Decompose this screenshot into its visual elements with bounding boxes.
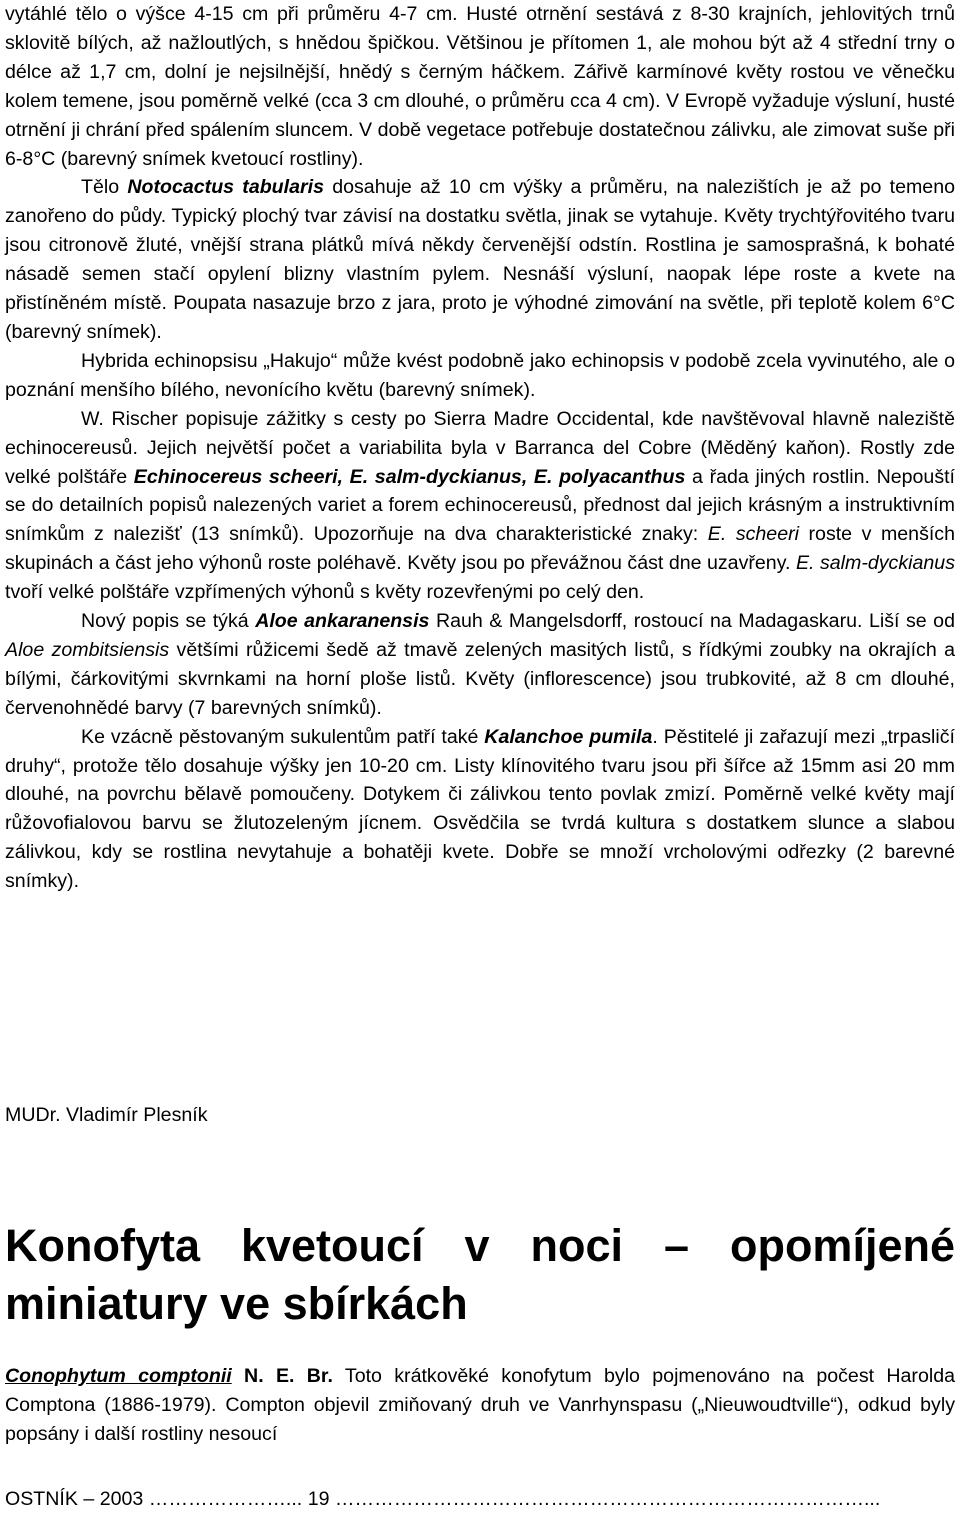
paragraph-rischer xyxy=(5,405,955,607)
paragraph-text: Tělo xyxy=(81,176,128,199)
paragraph-aloe xyxy=(5,607,955,723)
paragraph-text: roste v menších skupinách a část jeho výhonů roste poléhavě. Květy jsou po převážnou část dne uzavřeny. xyxy=(5,523,956,575)
paragraph-hakujo xyxy=(5,347,955,405)
paragraph-text: a řada jiných rostlin. Nepouští se do detailních popisů nalezených variet a forem echinocereusů, přednost dal jejich krásným a instruktivním snímkům z nalezišť (13 snímků). Upozorňuje na dva charakteristické znaky: xyxy=(5,465,955,546)
paragraph-text: Toto krátkověké konofytum bylo pojmenováno na počest Harolda Comptona (1886-1979). Compton objevil zmiňovaný druh ve Vanrhynspasu („Nieuwoudtville“), odkud byly popsány i další rostliny nesoucí xyxy=(5,1365,956,1445)
species-name: Aloe ankaranensis xyxy=(255,610,430,633)
species-name: Aloe zombitsiensis xyxy=(5,638,170,661)
species-name: Kalanchoe pumila xyxy=(484,725,653,748)
paragraph-text: dosahuje až 10 cm výšky a průměru, na nalezištích je až po temeno zanořeno do půdy. Typický plochý tvar závisí na dostatku světla, jinak se vytahuje. Květy trychtýřovitého tvaru jsou citronově žluté, vnější strana plátků mívá někdy červenější odstín. Rostlina je samosprašná, k bohaté násadě semen stačí opylení blizny vlastním pylem. Nesnáší výsluní, naopak lépe roste a kvete na přistíněném místě. Poupata nasazuje brzo z jara, proto je výhodné zimování na světle, při teplotě kolem 6°C (barevný snímek). xyxy=(5,176,955,343)
paragraph-echinocereus-description xyxy=(5,0,955,173)
paragraph-text: Ke vzácně pěstovaným sukulentům patří také xyxy=(81,725,485,748)
species-name: Notocactus tabularis xyxy=(127,176,324,199)
species-name: E. salm-dyckianus xyxy=(795,552,955,575)
paragraph-text: Hybrida echinopsisu „Hakujo“ může kvést podobně jako echinopsis v podobě zcela vyvinutého, ale o poznání menšího bílého, nevonícího květu (barevný snímek). xyxy=(5,349,955,401)
species-name: E. scheeri xyxy=(707,523,799,546)
page-footer xyxy=(5,1485,955,1513)
paragraph-text: W. Rischer popisuje zážitky s cesty po Sierra Madre Occidental, kde navštěvoval hlavně naleziště echinocereusů. Jejich největší počet a variabilita byla v Barranca del Cobre (Měděný kaňon). Rostly zde velké polštáře xyxy=(5,407,955,488)
paragraph-text: . Pěstitelé ji zařazují mezi „trpasličí druhy“, protože tělo dosahuje výšky jen 10-20 cm. Listy klínovitého tvaru jsou při šířce až 15mm asi 20 mm dlouhé, na povrchu bělavě pomoučeny. Dotykem či zálivkou tento povlak zmizí. Poměrně velké květy mají růžovofialovou barvu se žlutozeleným jícnem. Osvědčila se tvrdá kultura s dostatkem slunce a slabou zálivkou, kdy se rostlina nevytahuje a bohatěji kvete. Dobře se množí vrcholovými odřezky (2 barevné snímky). xyxy=(5,725,955,893)
paragraph-notocactus xyxy=(5,173,955,346)
species-name: Echinocereus scheeri, E. salm-dyckianus, E. polyacanthus xyxy=(133,465,686,488)
paragraph-text: vytáhlé tělo o výšce 4-15 cm při průměru 4-7 cm. Husté otrnění sestává z 8-30 krajních, jehlovitých trnů sklovitě bílých, až nažloutlých, s hnědou špičkou. Většinou je přítomen 1, ale mohou být až 4 střední trny o délce až 1,7 cm, dolní je nejsilnější, hnědý s černým háčkem. Zářivě karmínové květy rostou ve věnečku kolem temene, jsou poměrně velké (cca 3 cm dlouhé, o průměru cca 4 cm). V Evropě vyžaduje výsluní, husté otrnění ji chrání před spálením sluncem. V době vegetace potřebuje dostatečnou zálivku, ale zimovat suše při 6-8°C (barevný snímek kvetoucí rostliny). xyxy=(5,3,955,170)
species-authority: N. E. Br. xyxy=(231,1365,333,1387)
article-title: Konofyta kvetoucí v noci – opomíjené miniatury ve sbírkách xyxy=(5,1220,955,1329)
paragraph-kalanchoe xyxy=(5,723,955,896)
footer-text: OSTNÍK – 2003 …………………... 19 ………………………………………………………………………... xyxy=(5,1488,881,1510)
paragraph-text: Rauh & Mangelsdorff, rostoucí na Madagaskaru. Liší se od xyxy=(429,610,955,633)
document-page xyxy=(5,0,956,1510)
species-name: Conophytum comptonii xyxy=(5,1365,232,1387)
paragraph-conophytum xyxy=(5,1362,955,1449)
author-signature: MUDr. Vladimír Plesník xyxy=(5,1104,208,1126)
paragraph-text: tvoří velké polštáře vzpřímených výhonů s květy rozevřenými po celý den. xyxy=(5,581,645,604)
paragraph-text: většími růžicemi šedě až tmavě zelených masitých listů, s řídkými zoubky na okrajích a bílými, čárkovitými skvrnkami na horní ploše listů. Květy (inflorescence) jsou trubkovité, až 8 cm dlouhé, červenohnědé barvy (7 barevných snímků). xyxy=(5,638,956,719)
paragraph-text: Nový popis se týká xyxy=(81,610,256,633)
